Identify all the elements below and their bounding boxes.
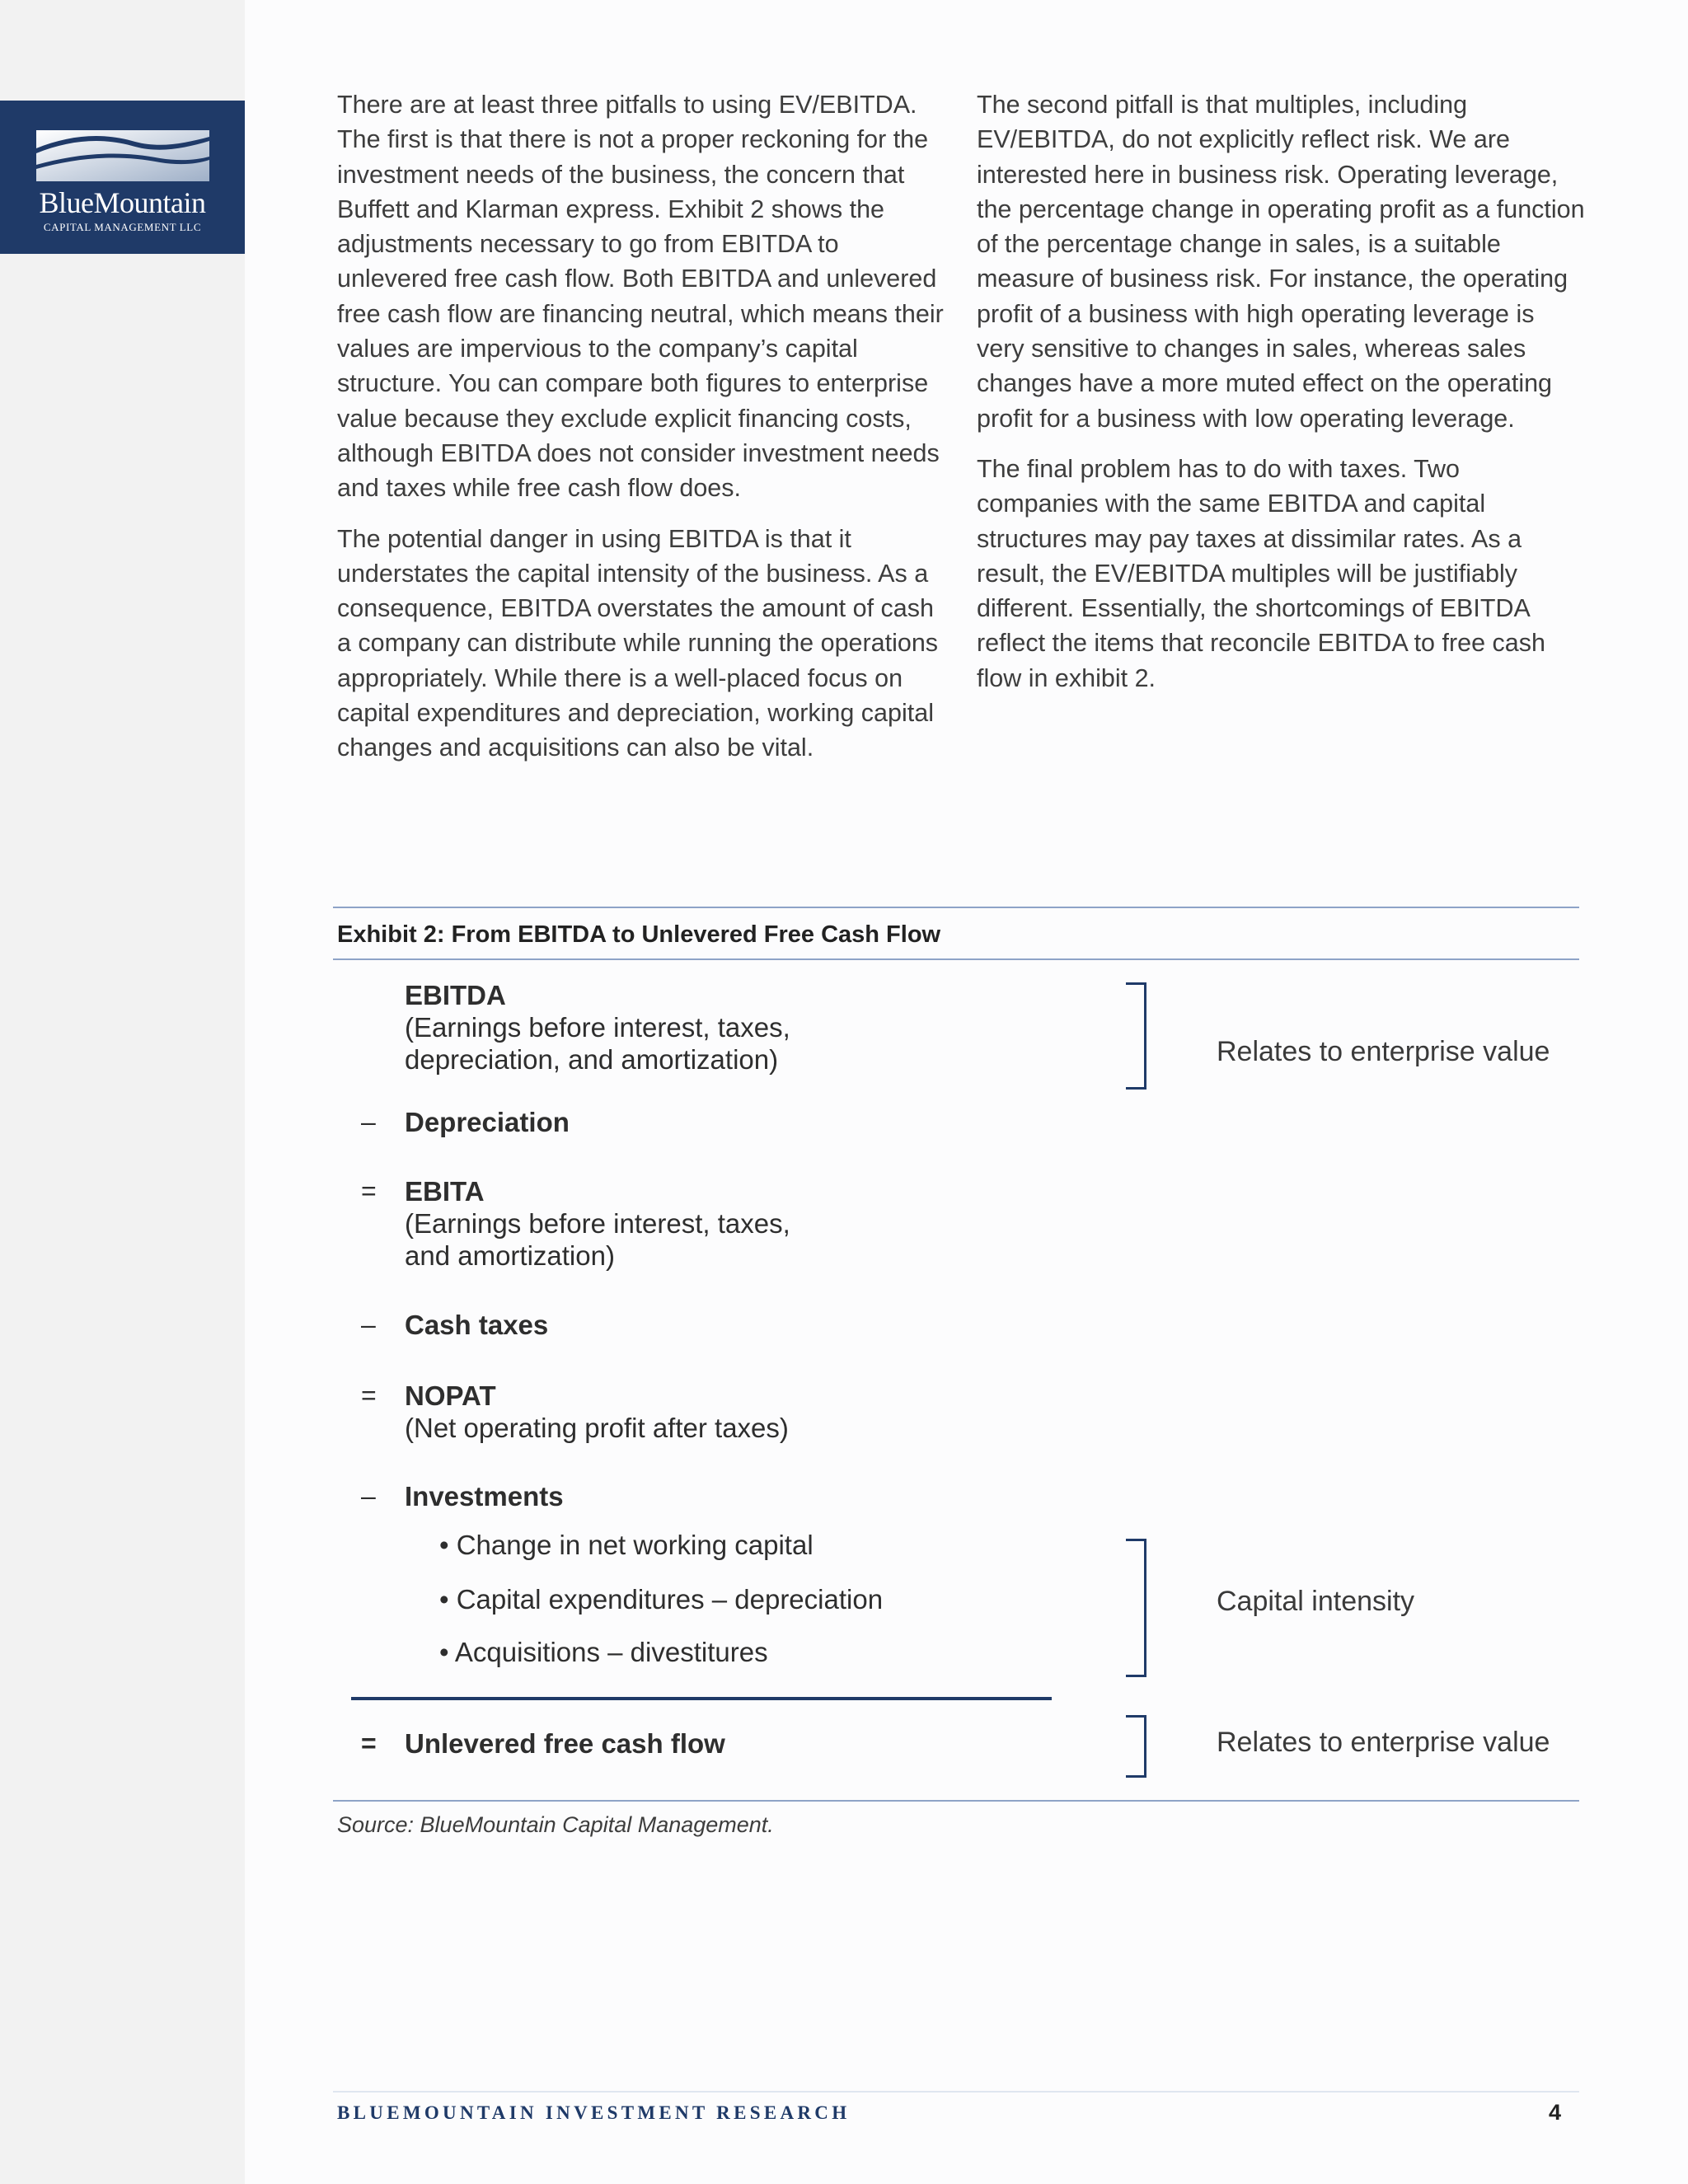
exhibit-top-rule (333, 907, 1579, 908)
left-text-column (337, 87, 947, 781)
exhibit-title-rule (333, 958, 1579, 960)
note-enterprise-value-bottom: Relates to enterprise value (1217, 1727, 1550, 1758)
depreciation-label: Depreciation (405, 1107, 570, 1137)
left-margin-rail (0, 0, 245, 2184)
equals-operator: = (361, 1176, 377, 1206)
equals-operator: = (361, 1728, 377, 1758)
investment-bullet: • Change in net working capital (439, 1530, 814, 1560)
minus-operator: – (361, 1481, 376, 1511)
ebita-description-line: (Earnings before interest, taxes, (405, 1208, 790, 1239)
nopat-label: NOPAT (405, 1380, 496, 1411)
body-paragraph: The potential danger in using EBITDA is that it understates the capital intensity of the business. As a consequence, EBITDA overstates the amount of cash a company can distribute while running the operations appropriately. While there is a well-placed focus on capital expenditures and depreciation, working capital changes and acquisitions can also be vital. (337, 524, 939, 762)
summation-line (351, 1697, 1052, 1700)
exhibit-bottom-rule (333, 1800, 1579, 1802)
bracket-enterprise-top (1126, 982, 1146, 1090)
equals-operator: = (361, 1380, 377, 1410)
investment-bullet: • Acquisitions – divestitures (439, 1637, 768, 1667)
page-number: 4 (1548, 2100, 1561, 2125)
ebita-label: EBITA (405, 1176, 485, 1207)
ebitda-label: EBITDA (405, 980, 506, 1010)
minus-operator: – (361, 1310, 376, 1339)
bracket-enterprise-bottom (1126, 1715, 1146, 1778)
investments-label: Investments (405, 1481, 564, 1511)
mountain-logo-icon (36, 130, 209, 181)
company-logo (0, 101, 245, 254)
investment-bullet: • Capital expenditures – depreciation (439, 1584, 884, 1615)
body-paragraph: There are at least three pitfalls to using EV/EBITDA. The first is that there is not a proper reckoning for the investment needs of the business, the concern that Buffett and Klarman express. Exhibit 2 shows the adjustments necessary to go from EBITDA to unlevered free cash flow. Both EBITDA and unlevered free cash flow are financing neutral, which means their values are impervious to the company’s capital structure. You can compare both figures to enterprise value because they exclude explicit financing costs, although EBITDA does not consider investment needs and taxes while free cash flow does. (337, 91, 944, 503)
nopat-description: (Net operating profit after taxes) (405, 1413, 789, 1443)
ebitda-description-line: depreciation, and amortization) (405, 1044, 779, 1075)
unlevered-fcf-label: Unlevered free cash flow (405, 1728, 725, 1759)
footer-rule (333, 2091, 1579, 2093)
footer-brand: BLUEMOUNTAIN INVESTMENT RESEARCH (337, 2102, 851, 2123)
note-capital-intensity: Capital intensity (1217, 1586, 1415, 1617)
body-paragraph: The final problem has to do with taxes. Two companies with the same EBITDA and capital structures may pay taxes at dissimilar rates. As a result, the EV/EBITDA multiples will be justifiably different. Essentially, the shortcomings of EBITDA reflect the items that reconcile EBITDA to free cash flow in exhibit 2. (977, 454, 1545, 692)
logo-subtitle: CAPITAL MANAGEMENT LLC (43, 221, 202, 233)
ebitda-description-line: (Earnings before interest, taxes, (405, 1012, 790, 1043)
logo-name: BlueMountain (39, 186, 206, 219)
body-paragraph: The second pitfall is that multiples, including EV/EBITDA, do not explicitly reflect risk. We are interested here in business risk. Operating leverage, the percentage change in operating profit as a function of the percentage change in sales, is a suitable measure of business risk. For instance, the operating profit of a business with high operating leverage is very sensitive to changes in sales, whereas sales changes have a more muted effect on the operating profit for a business with low operating leverage. (977, 91, 1585, 433)
right-text-column (977, 87, 1587, 711)
ebita-description-line: and amortization) (405, 1240, 615, 1271)
cash-taxes-label: Cash taxes (405, 1310, 549, 1340)
bracket-capital-intensity (1126, 1539, 1146, 1677)
exhibit-source: Source: BlueMountain Capital Management. (337, 1812, 774, 1837)
exhibit-title: Exhibit 2: From EBITDA to Unlevered Free Cash Flow (337, 921, 941, 948)
note-enterprise-value-top: Relates to enterprise value (1217, 1036, 1550, 1067)
minus-operator: – (361, 1107, 376, 1137)
